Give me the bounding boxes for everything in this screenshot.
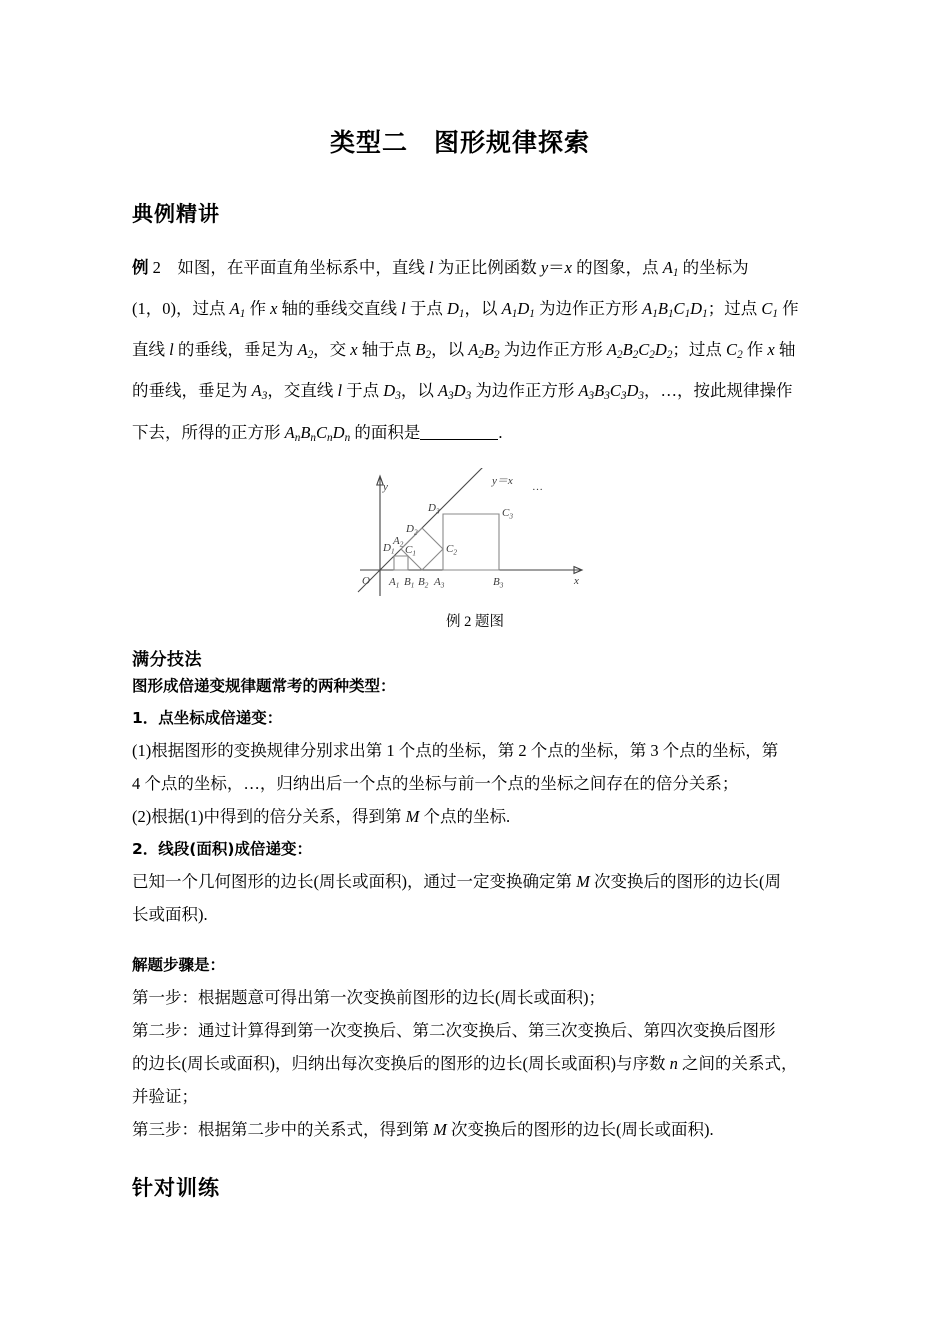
figure-caption: 例 2 题图 [446,613,504,630]
spacer [132,228,818,250]
point-label-D1: $D_1$ [383,541,395,556]
spacer [132,931,818,949]
example-figure [132,468,818,631]
skills-item2-head: 2．线段(面积)成倍递变： [132,839,312,858]
answer-blank[interactable] [420,439,498,440]
spacer [132,1146,818,1172]
example-line-5: 下去，所得的正方形 $A_nB_nC_nD_n$ 的面积是 . [132,422,503,444]
x-axis-label: x [574,574,579,587]
skills-item2-body-line1: 已知一个几何图形的边长(周长或面积)，通过一定变换确定第 M 次变换后的图形的边长(周 [132,871,781,891]
point-label-B1: $B_1$ [404,575,415,590]
example-problem-block [132,250,818,456]
steps-heading: 解题步骤是： [132,955,226,974]
point-label-A2: $A_2$ [393,534,404,549]
line-label: y＝x [492,474,513,487]
skills-item1-sub1-line2: 4 个点的坐标，…，归纳出后一个点的坐标与前一个点的坐标之间存在的倍分关系； [132,773,739,793]
example-label: 例 2 [132,258,161,277]
origin-label: O [362,574,370,587]
example-line-3: 直线 l 的垂线，垂足为 $A_2$，交 x 轴于点 $B_2$，以 $A_2B_2$ 为边作正方形 $A_2B_2C_2D_2$；过点 $C_2$ 作 x 轴 [132,340,796,362]
point-label-D3: $D_3$ [428,501,440,516]
line-y-equals-x [358,468,488,592]
point-label-A1: $A_1$ [389,575,400,590]
section-heading-zhendui-xunlian: 针对训练 [132,1175,220,1200]
square-1 [394,556,408,570]
ellipsis-label: … [532,480,543,493]
page-title: 类型二 图形规律探索 [330,128,591,157]
point-label-C3: $C_3$ [502,506,513,521]
spacer [132,631,818,645]
skills-intro: 图形成倍递变规律题常考的两种类型： [132,676,396,695]
example-line-4: 的垂线，垂足为 $A_3$，交直线 l 于点 $D_3$，以 $A_3D_3$ 为边作正方形 $A_3B_3C_3D_3$，…，按此规律操作 [132,381,793,403]
step-3: 第三步：根据第二步中的关系式，得到第 M 次变换后的图形的边长(周长或面积). [132,1119,714,1139]
point-label-C2: $C_2$ [446,542,457,557]
point-label-D2: $D_2$ [406,522,418,537]
example-line-1: 例 2 如图，在平面直角坐标系中，直线 l 为正比例函数 y＝x 的图象，点 $A_1$ 的坐标为 [132,258,749,280]
point-label-C1: $C_1$ [405,543,416,558]
square-3 [443,514,499,570]
step-1: 第一步：根据题意可得出第一次变换前图形的边长(周长或面积)； [132,987,605,1007]
section-heading-dianli-jingjiang: 典例精讲 [132,202,220,226]
step-2-line1: 第二步：通过计算得到第一次变换后、第二次变换后、第三次变换后、第四次变换后图形 [132,1020,776,1040]
point-label-A3: $A_3$ [434,575,445,590]
skills-item2-body-line2: 长或面积). [132,904,208,924]
y-axis-label: y [383,480,388,493]
point-label-B2: $B_2$ [418,575,429,590]
skills-item1-sub2: (2)根据(1)中得到的倍分关系，得到第 M 个点的坐标. [132,806,511,826]
step-2-line2: 的边长(周长或面积)，归纳出每次变换后的图形的边长(周长或面积)与序数 n 之间的关系式， [132,1053,798,1073]
step-2-line3: 并验证； [132,1086,198,1106]
point-label-B3: $B_3$ [493,575,504,590]
coordinate-diagram [350,468,600,603]
example-line-2: (1，0)，过点 $A_1$ 作 x 轴的垂线交直线 l 于点 $D_1$，以 $A_1D_1$ 为边作正方形 $A_1B_1C_1D_1$；过点 $C_1$ 作 [132,299,799,321]
skills-item1-sub1-line1: (1)根据图形的变换规律分别求出第 1 个点的坐标，第 2 个点的坐标，第 3 个点的坐标，第 [132,740,779,760]
spacer [132,158,818,198]
section-heading-manfen-jifa: 满分技法 [132,649,202,670]
skills-item1-head: 1．点坐标成倍递变： [132,708,283,727]
